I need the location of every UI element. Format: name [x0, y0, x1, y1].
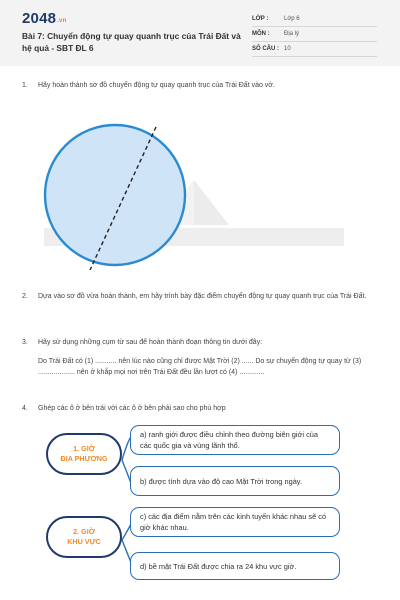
meta-key: SỐ CÂU :: [252, 46, 279, 52]
match-option-c[interactable]: c) các địa điểm nằm trên các kinh tuyến khác nhau sẽ có giờ khác nhau.: [130, 507, 340, 537]
match-left-line2: KHU VỰC: [67, 537, 101, 546]
question-number: 4.: [22, 405, 28, 412]
match-option-a[interactable]: a) ranh giới được điều chỉnh theo đường biên giới của các quốc gia và vùng lãnh thổ.: [130, 425, 340, 455]
match-option-d[interactable]: d) bề mặt Trái Đất được chia ra 24 khu vực giờ.: [130, 552, 340, 580]
page-header: [0, 0, 400, 66]
match-option-b[interactable]: b) được tính dựa vào độ cao Mặt Trời trong ngày.: [130, 466, 340, 496]
match-left-line2: ĐỊA PHƯƠNG: [60, 454, 108, 463]
match-left-zone-time[interactable]: [46, 516, 122, 558]
meta-key: LỚP :: [252, 16, 269, 22]
meta-value: 10: [284, 46, 291, 52]
question-number: 1.: [22, 82, 28, 89]
question-text: Ghép các ô ở bên trái với các ô ở bên phải sao cho phù hợp: [38, 405, 226, 412]
question-number: 2.: [22, 293, 28, 300]
meta-subject: [252, 28, 377, 42]
match-left-line1: 2. GIỜ: [73, 527, 95, 536]
question-text: Dựa vào sơ đồ vừa hoàn thành, em hãy trình bày đặc điểm chuyển động tự quay quanh trục của Trái Đất.: [38, 293, 367, 300]
question-text: Hãy hoàn thành sơ đồ chuyển động tự quay quanh trục của Trái Đất vào vở.: [38, 82, 275, 89]
meta-key: MÔN :: [252, 31, 270, 37]
page-title: Bài 7: Chuyển động tự quay quanh trục của Trái Đất và hệ quả - SBT ĐL 6: [22, 31, 241, 53]
globe-circle: [45, 125, 185, 265]
match-left-local-time[interactable]: [46, 433, 122, 475]
site-logo[interactable]: 2048.vn: [22, 10, 67, 27]
meta-value: Địa lý: [284, 31, 300, 37]
match-left-line1: 1. GIỜ: [73, 444, 95, 453]
meta-question-count: [252, 43, 377, 57]
meta-value: Lớp 6: [284, 16, 300, 22]
earth-rotation-diagram: [40, 120, 190, 270]
meta-class: [252, 13, 377, 27]
fill-in-passage: Do Trái Đất có (1) ........... nên lúc nào cũng chỉ được Mặt Trời (2) ...... Do sự chuyển động tự quay từ (3) ................... nên ở khắp mọi nơi trên Trái Đất đều lần lượt có (4) .............: [38, 358, 362, 376]
question-text: Hãy sử dụng những cụm từ sau để hoàn thành đoạn thông tin dưới đây:: [38, 339, 263, 346]
question-number: 3.: [22, 339, 28, 346]
question-2: [22, 292, 382, 316]
